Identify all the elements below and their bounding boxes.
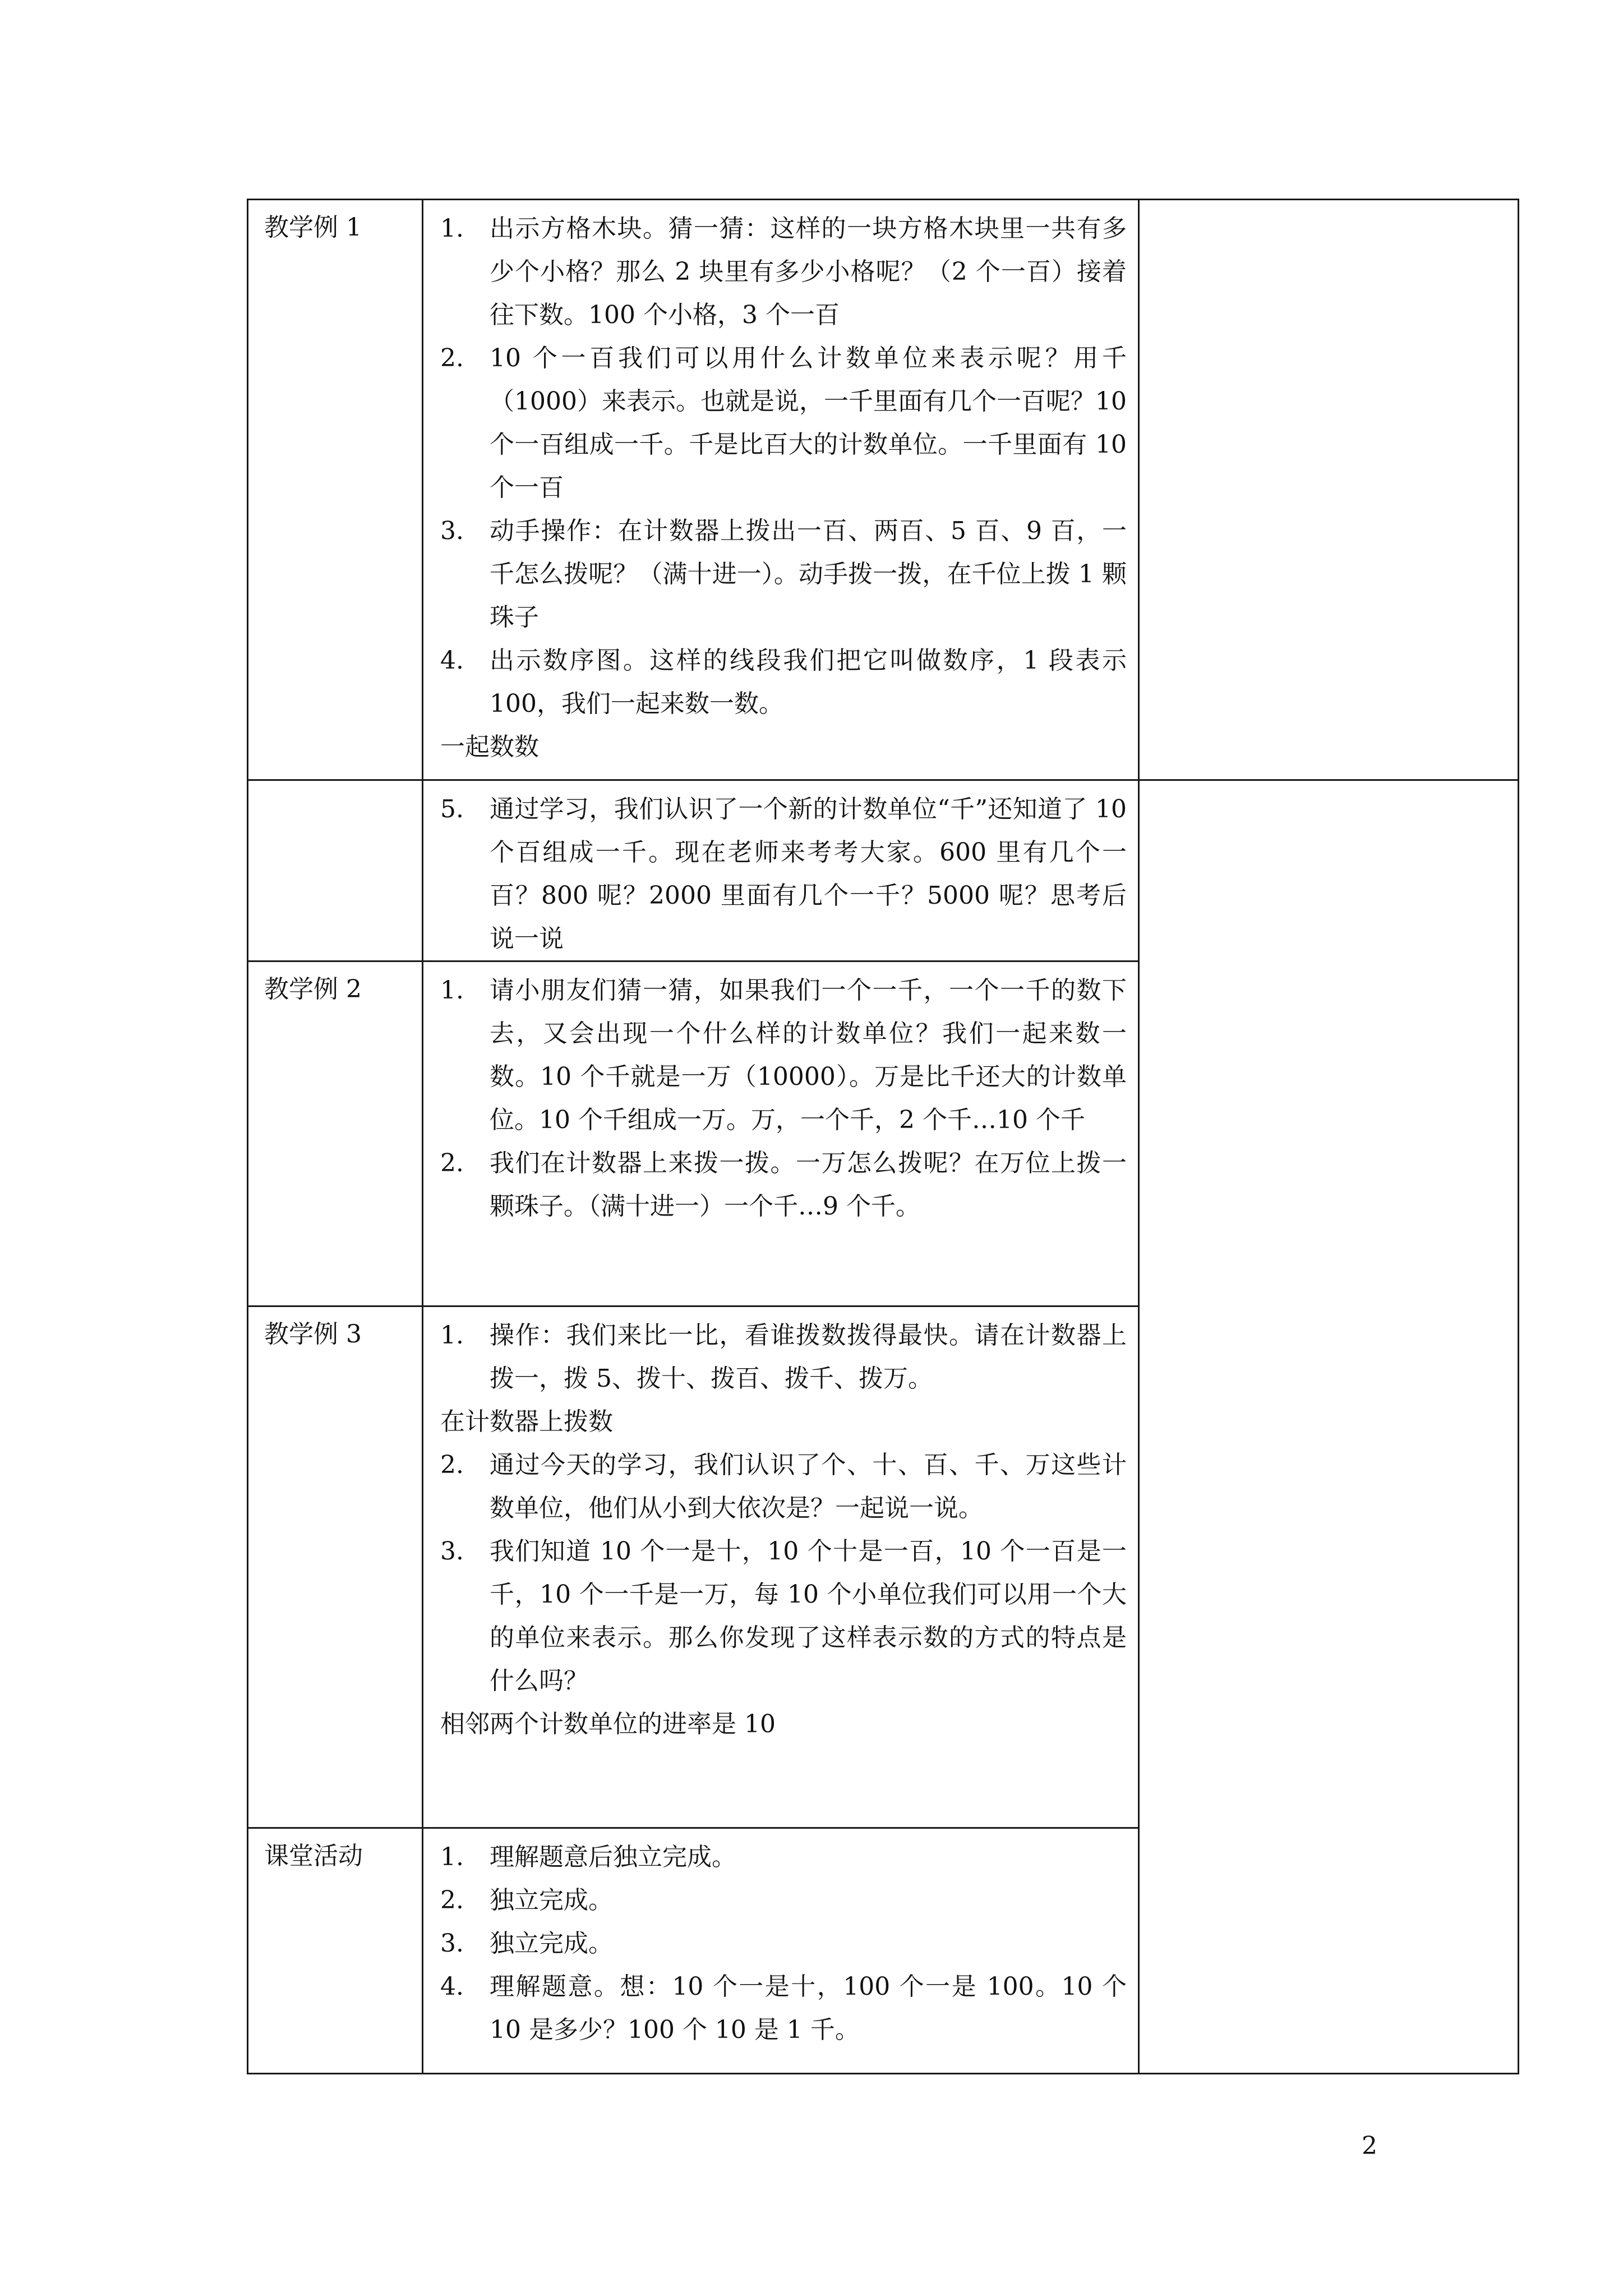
item-text: 出示方格木块。猜一猜：这样的一块方格木块里一共有多少个小格？那么 2 块里有多少小格呢？（2 个一百）接着往下数。100 个小格，3 个一百 — [490, 214, 1127, 329]
list-item — [440, 639, 1127, 725]
list-item — [440, 1835, 1127, 1879]
item-text: 请小朋友们猜一猜，如果我们一个一千，一个一千的数下去，又会出现一个什么样的计数单位？我们一起来数一数。10 个千就是一万（10000）。万是比千还大的计数单位。10 个千组成一万。万，一个千，2 个千…10 个千 — [490, 976, 1127, 1134]
item-text: 通过今天的学习，我们认识了个、十、百、千、万这些计数单位，他们从小到大依次是？一起说一说。 — [490, 1451, 1127, 1522]
item-text: 通过学习，我们认识了一个新的计数单位“千”还知道了 10 个百组成一千。现在老师来考考大家。600 里有几个一百？800 呢？2000 里面有几个一千？5000 呢？思考后说一说 — [490, 795, 1127, 953]
item-text: 我们在计数器上来拨一拨。一万怎么拨呢？在万位上拨一颗珠子。（满十进一）一个千…9 个千。 — [490, 1149, 1127, 1221]
item-number: 1. — [440, 1321, 464, 1350]
section-content-cell — [423, 1828, 1139, 2074]
section-content-cell — [423, 1306, 1139, 1828]
section-content-cell — [423, 780, 1139, 961]
page-number: 2 — [1362, 2132, 1377, 2160]
list-item — [440, 337, 1127, 509]
list-item — [440, 1879, 1127, 1922]
list-item — [440, 1965, 1127, 2051]
table-row — [248, 200, 1519, 780]
list-item — [440, 1443, 1127, 1530]
item-text: 独立完成。 — [490, 1886, 613, 1915]
section-label: 课堂活动 — [264, 1842, 363, 1870]
item-text: 10 个一百我们可以用什么计数单位来表示呢？用千（1000）来表示。也就是说，一千里面有几个一百呢？10 个一百组成一千。千是比百大的计数单位。一千里面有 10 个一百 — [490, 344, 1127, 502]
item-text: 动手操作：在计数器上拨出一百、两百、5 百、9 百，一千怎么拨呢？（满十进一）。动手拨一拨，在千位上拨 1 颗珠子 — [490, 517, 1127, 632]
list-item — [440, 788, 1127, 960]
section-label-cell — [248, 780, 423, 961]
lesson-plan-table — [247, 199, 1519, 2074]
item-number: 2. — [440, 1886, 464, 1915]
item-number: 1. — [440, 976, 464, 1005]
item-text: 独立完成。 — [490, 1929, 613, 1958]
item-number: 2. — [440, 344, 464, 372]
item-text: 理解题意。想：10 个一是十，100 个一是 100。10 个 10 是多少？100 个 10 是 1 千。 — [490, 1972, 1127, 2044]
section-content-cell — [423, 961, 1139, 1306]
item-number: 3. — [440, 1929, 464, 1958]
item-text: 出示数序图。这样的线段我们把它叫做数序，1 段表示 100，我们一起来数一数。 — [490, 646, 1127, 718]
item-number: 5. — [440, 795, 464, 823]
section-label: 教学例 1 — [264, 213, 362, 242]
item-number: 2. — [440, 1149, 464, 1177]
section-content-cell — [423, 200, 1139, 780]
item-number: 3. — [440, 517, 464, 545]
list-item — [440, 1142, 1127, 1228]
conclusion-note: 相邻两个计数单位的进率是 10 — [440, 1710, 776, 1738]
item-text: 操作：我们来比一比，看谁拨数拨得最快。请在计数器上拨一，拨 5、拨十、拨百、拨千、拨万。 — [490, 1321, 1127, 1393]
item-number: 2. — [440, 1451, 464, 1479]
table-row — [248, 780, 1519, 961]
section-label: 教学例 3 — [264, 1320, 362, 1349]
section-label-cell — [248, 961, 423, 1306]
item-text: 理解题意后独立完成。 — [490, 1843, 736, 1871]
section-label-cell — [248, 1828, 423, 2074]
item-number: 4. — [440, 646, 464, 675]
activity-note: 一起数数 — [440, 733, 539, 761]
item-number: 1. — [440, 214, 464, 243]
list-item — [440, 1530, 1127, 1703]
section-label — [248, 781, 422, 786]
list-item — [440, 509, 1127, 639]
list-item — [440, 969, 1127, 1142]
list-item — [440, 1314, 1127, 1400]
section-label: 教学例 2 — [264, 975, 362, 1004]
activity-note: 在计数器上拨数 — [440, 1407, 613, 1436]
section-label-cell — [248, 1306, 423, 1828]
remarks-cell — [1139, 200, 1519, 780]
section-label-cell — [248, 200, 423, 780]
item-number: 3. — [440, 1537, 464, 1566]
item-number: 4. — [440, 1972, 464, 2001]
item-text: 我们知道 10 个一是十，10 个十是一百，10 个一百是一千，10 个一千是一万，每 10 个小单位我们可以用一个大的单位来表示。那么你发现了这样表示数的方式的特点是什么吗？ — [490, 1537, 1127, 1695]
item-number: 1. — [440, 1843, 464, 1871]
list-item — [440, 207, 1127, 337]
list-item — [440, 1922, 1127, 1965]
remarks-cell — [1139, 780, 1519, 2074]
